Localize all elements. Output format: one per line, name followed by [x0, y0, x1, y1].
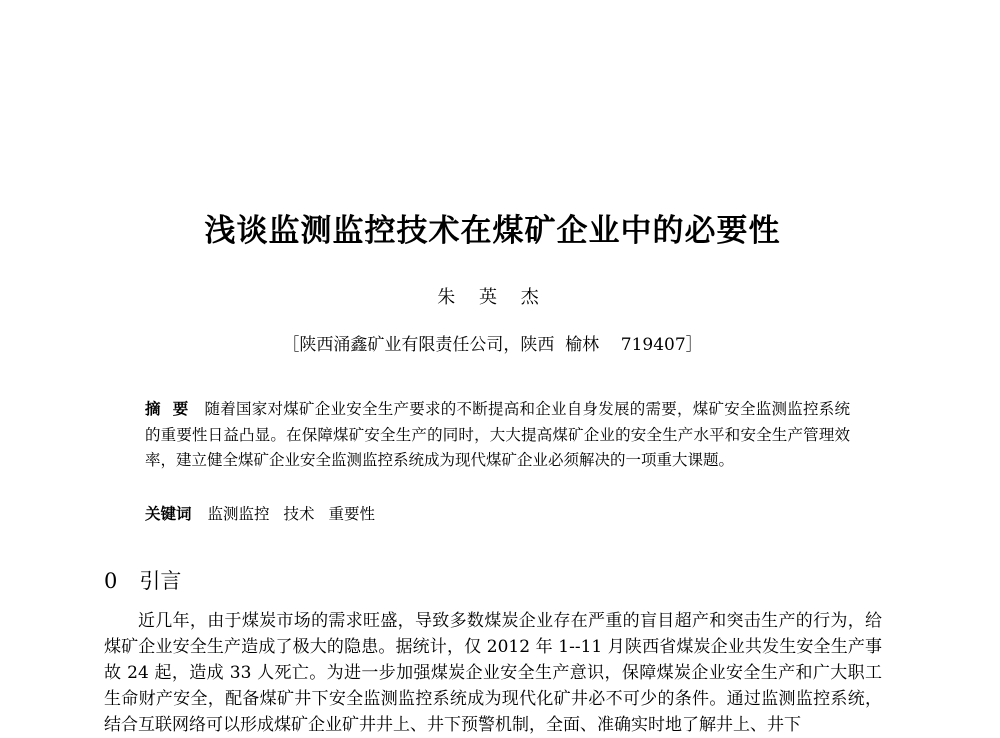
abstract [145, 396, 850, 474]
affiliation-close-bracket: ］ [685, 335, 703, 355]
body-paragraph: 近几年，由于煤炭市场的需求旺盛，导致多数煤炭企业存在严重的盲目超产和突击生产的行为，给煤矿企业安全生产造成了极大的隐患。据统计，仅 2012 年 1--11 月陕西省煤炭企业共发生安全生产事故 24 起，造成 33 人死亡。为进一步加强煤炭企业安全生产意识，保障煤炭企业安全生产和广大职工生命财产安全，配备煤矿井下安全监测监控系统成为现代化矿井必不可少的条件。通过监测监控系统，结合互联网络可以形成煤矿企业矿井井上、井下预警机制，全面、准确实时地了解井上、井下 [104, 611, 882, 735]
affiliation-org: 陕西涌鑫矿业有限责任公司， [299, 335, 521, 355]
affiliation-province: 陕西 [520, 335, 555, 355]
keywords [145, 501, 850, 527]
keyword-item: 技术 [283, 505, 315, 523]
affiliation-open-bracket: ［ [282, 335, 300, 355]
affiliation-city: 榆林 [565, 335, 600, 355]
affiliation [0, 330, 985, 355]
section-number: 0 [104, 569, 118, 593]
section-heading [104, 565, 181, 595]
section-title: 引言 [139, 569, 182, 593]
affiliation-postcode: 719407 [620, 335, 686, 355]
author-name: 朱 英 杰 [437, 287, 548, 308]
keyword-item: 重要性 [328, 505, 376, 523]
abstract-text: 随着国家对煤矿企业安全生产要求的不断提高和企业自身发展的需要，煤矿安全监测监控系统的重要性日益凸显。在保障煤矿安全生产的同时，大大提高煤矿企业的安全生产水平和安全生产管理效率，建立健全煤矿企业安全监测监控系统成为现代煤矿企业必须解决的一项重大课题。 [145, 400, 850, 469]
abstract-label: 摘要 [145, 399, 201, 418]
paper-title: 浅谈监测监控技术在煤矿企业中的必要性 [204, 213, 781, 249]
keywords-label: 关键词 [145, 504, 192, 523]
keyword-item: 监测监控 [207, 505, 270, 523]
